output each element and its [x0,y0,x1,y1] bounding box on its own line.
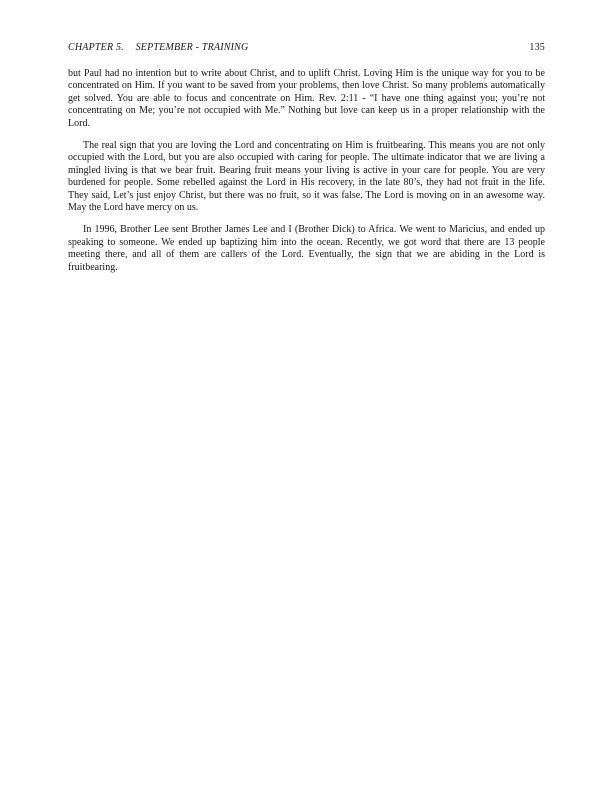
paragraph: The real sign that you are loving the Lord and concentrating on Him is fruitbearing. This means you are not only occupied with the Lord, but you are also occupied with caring for people. The ultimate indicator that we are living a mingled living is that we bear fruit. Bearing fruit means your living is active in your care for people. You are very burdened for people. Some rebelled against the Lord in His recovery, in the late 80’s, they had not fruit in the life. They said, Let’s just enjoy Christ, but there was no fruit, so it was false. The Lord is moving on in an awesome way. May the Lord have mercy on us. [68,140,545,214]
chapter-heading [68,42,248,53]
chapter-number: CHAPTER 5. [68,42,124,53]
page-number: 135 [529,42,545,53]
running-header [68,42,545,53]
page-body [68,68,545,284]
chapter-title: SEPTEMBER - TRAINING [135,42,249,53]
paragraph: In 1996, Brother Lee sent Brother James Lee and I (Brother Dick) to Africa. We went to Maricius, and ended up speaking to someone. We ended up baptizing him into the ocean. Recently, we got word that there are 13 people meeting there, and all of them are callers of the Lord. Eventually, the sign that we are abiding in the Lord is fruitbearing. [68,224,545,273]
paragraph: but Paul had no intention but to write about Christ, and to uplift Christ. Loving Him is the unique way for you to be concentrated on Him. If you want to be saved from your problems, then love Christ. So many problems automatically get solved. You are able to focus and concentrate on Him. Rev. 2:11 - “I have one thing against you; you’re not concentrating on Me; you’re not occupied with Me.” Nothing but love can keep us in a proper relationship with the Lord. [68,68,545,129]
